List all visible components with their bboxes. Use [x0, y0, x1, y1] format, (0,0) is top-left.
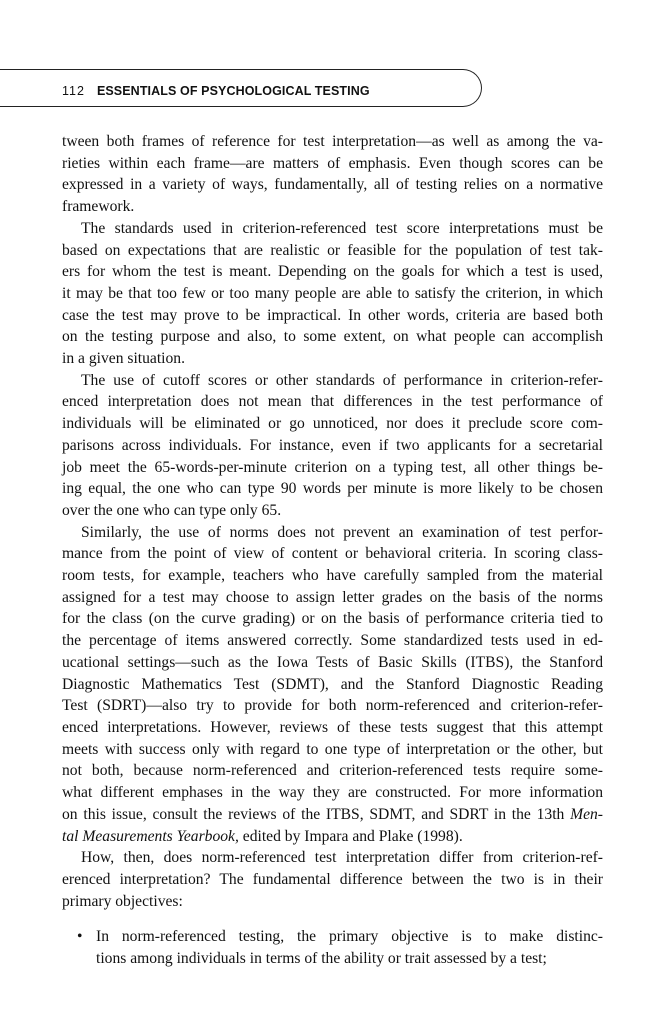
text-line: the percentage of items answered correctly. Some standardized tests used in ed-	[62, 632, 603, 650]
text-line: tween both frames of reference for test interpretation—as well as among the va-	[62, 133, 603, 150]
page-number: 112	[62, 84, 85, 98]
text-line: parisons across individuals. For instance, even if two applicants for a secretarial	[62, 436, 603, 454]
bullet-line: tions among individuals in terms of the ability or trait assessed by a test;	[96, 950, 547, 968]
bullet-icon: •	[77, 928, 83, 946]
bullet-line	[62, 926, 603, 948]
body-text	[62, 131, 603, 970]
text-line: The use of cutoff scores or other standards of performance in criterion-refer-	[81, 371, 603, 389]
text-line: erenced interpretation? The fundamental difference between the two is in their	[62, 870, 603, 888]
text-line: ers for whom the test is meant. Depending on the goals for which a test is used,	[62, 263, 603, 281]
text-line: room tests, for example, teachers who have carefully sampled from the material	[62, 567, 603, 585]
text-line: meets with success only with regard to one type of interpretation or the other, but	[62, 740, 603, 758]
text-line: individuals will be eliminated or go unnoticed, nor does it preclude score com-	[62, 415, 603, 433]
text-line: rieties within each frame—are matters of emphasis. Even though scores can be	[62, 154, 603, 172]
text-line: case the test may prove to be impractical. In other words, criteria are based both	[62, 306, 603, 324]
text-line	[62, 826, 603, 848]
text-line: over the one who can type only 65.	[62, 501, 282, 519]
text-line	[62, 804, 603, 826]
text-line: ucational settings—such as the Iowa Tests of Basic Skills (ITBS), the Stanford	[62, 653, 603, 671]
text-line: job meet the 65-words-per-minute criterion on a typing test, all other things be-	[62, 458, 603, 476]
text-line: Similarly, the use of norms does not prevent an examination of test perfor-	[81, 523, 603, 541]
text-line: on the testing purpose and also, to some extent, on what people can accomplish	[62, 328, 603, 346]
text-line: it may be that too few or too many people are able to satisfy the criterion, in which	[62, 284, 603, 302]
text-line: mance from the point of view of content or behavioral criteria. In scoring class-	[62, 545, 603, 563]
italic-title-run: tal Measurements Yearbook,	[62, 827, 239, 845]
italic-title-run: Men-	[570, 805, 603, 823]
text-line: The standards used in criterion-referenced test score interpretations must be	[81, 219, 603, 237]
text-run: In norm-referenced testing, the primary objective is to make distinc-	[96, 928, 603, 946]
text-line: in a given situation.	[62, 350, 185, 368]
text-line: primary objectives:	[62, 892, 183, 910]
text-line: framework.	[62, 198, 135, 216]
text-line: not both, because norm-referenced and criterion-referenced tests require some-	[62, 762, 603, 780]
book-title: ESSENTIALS OF PSYCHOLOGICAL TESTING	[96, 84, 370, 98]
text-line: Test (SDRT)—also try to provide for both norm-referenced and criterion-refer-	[62, 697, 603, 715]
text-run: on this issue, consult the reviews of the ITBS, SDMT, and SDRT in the 13th	[62, 805, 571, 823]
text-line: assigned for a test may choose to assign letter grades on the basis of the norms	[62, 588, 603, 606]
spacer	[62, 912, 603, 926]
text-line: ing equal, the one who can type 90 words per minute is more likely to be chosen	[62, 480, 603, 498]
text-line: what different emphases in the way they are constructed. For more information	[62, 784, 603, 802]
text-run: edited by Impara and Plake (1998).	[238, 827, 463, 845]
running-head	[62, 84, 370, 100]
text-line: enced interpretation does not mean that differences in the test performance of	[62, 393, 603, 411]
text-line: Diagnostic Mathematics Test (SDMT), and the Stanford Diagnostic Reading	[62, 675, 603, 693]
text-line: enced interpretations. However, reviews of these tests suggest that this attempt	[62, 718, 603, 736]
text-line: for the class (on the curve grading) or on the basis of performance criteria tied to	[62, 610, 603, 628]
text-line: based on expectations that are realistic or feasible for the population of test tak-	[62, 241, 603, 259]
text-line: expressed in a variety of ways, fundamentally, all of testing relies on a normative	[62, 176, 603, 194]
text-line: How, then, does norm-referenced test interpretation differ from criterion-ref-	[81, 849, 603, 867]
